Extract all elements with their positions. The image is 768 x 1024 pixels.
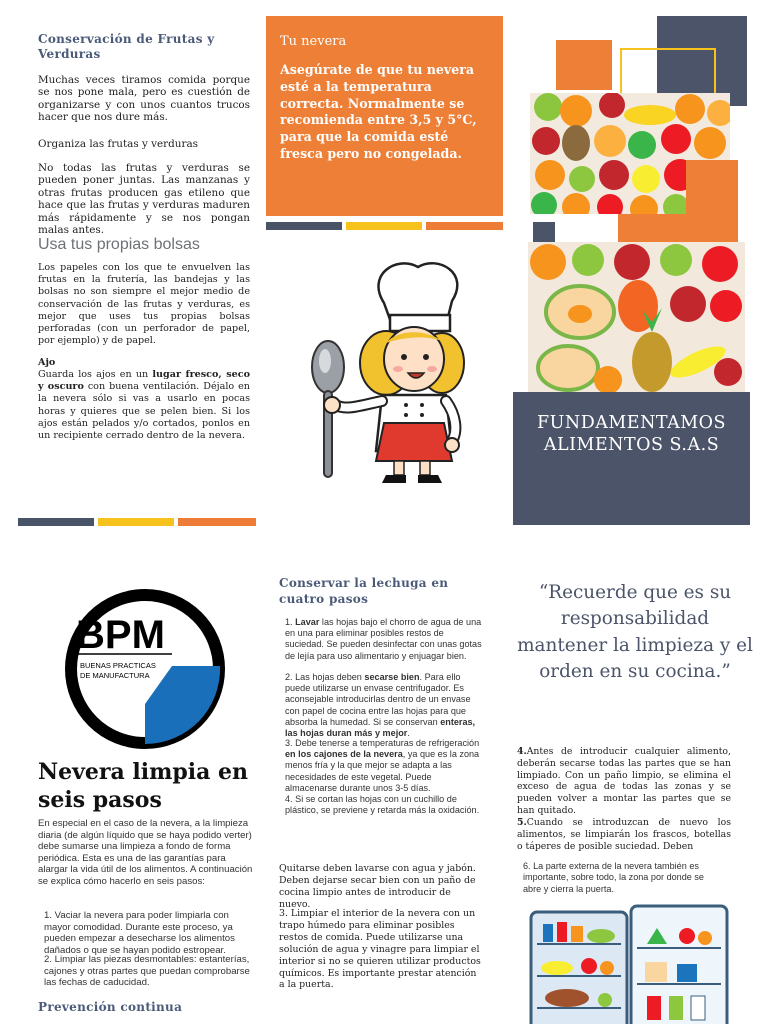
- orange-decor-rect: [618, 214, 738, 242]
- yellow-divider-bar: [98, 518, 174, 526]
- orange-divider-bar: [426, 222, 503, 230]
- lettuce-step-1: 1. Lavar las hojas bajo el chorro de agua de una en una para eliminar posibles restos de suciedad. Se pueden desinfectar con unas gotas de lejía para uso alimentario y enjuagar bien.: [285, 617, 482, 661]
- yellow-divider-bar: [346, 222, 422, 230]
- fridge-step-4: 4.Antes de introducir cualquier alimento, deberán secarse todas las partes que se han limpiado. Con un paño limpio, se elimina el exceso de agua de todas las zonas y se pueden volver a montar las partes que se han quitado.: [517, 746, 731, 816]
- chef-illustration: [306, 255, 476, 485]
- bpm-logo-letters: BPM: [76, 613, 165, 657]
- bpm-logo: [60, 584, 230, 754]
- yellow-decor-frame: [620, 48, 716, 96]
- intro-paragraph: Muchas veces tiramos comida porque se nos pone mala, pero es cuestión de organizarse y con unos cuantos trucos hacer que nos dure más.: [38, 74, 250, 124]
- fridge-clean-intro: En especial en el caso de la nevera, a la limpieza diaria (de algún líquido que se haya podido verter) debe sumarse una limpieza a fondo de forma periódica. Esta es una de las garantías para alargar la vida útil de los alimentos. A continuación se explica cómo hacerlo en seis pasos:: [38, 818, 253, 887]
- bags-heading: Usa tus propias bolsas: [38, 236, 200, 253]
- fridge-clean-title: Nevera limpia en seis pasos: [38, 759, 249, 813]
- fruits-section-title: Conservación de Frutas y Verduras: [38, 32, 215, 61]
- lettuce-step-3: 3. Debe tenerse a temperaturas de refrigeración en los cajones de la nevera, ya que es la zona menos fría y la que mejor se adapta a las necesidades de este vegetal. Puede almacenarse durante unos 3-5 días.: [285, 738, 480, 793]
- bags-paragraph: Los papeles con los que te envuelven las frutas en la frutería, las bandejas y las bolsas no son siempre el mejor medio de conservación de las frutas y verduras, es mejor que uses tus propias bolsas perforadas (con un perforador de papel, por ejemplo) y de papel.: [38, 262, 250, 347]
- company-name: FUNDAMENTAMOS ALIMENTOS S.A.S: [537, 413, 726, 455]
- fridge-tip-title: Tu nevera: [280, 34, 347, 49]
- lettuce-step-4: 4. Si se cortan las hojas con un cuchillo de plástico, se previene y retarda más la oxidación.: [285, 794, 480, 816]
- open-fridge-illustration: [527, 904, 733, 1024]
- orange-decor-rect: [686, 160, 738, 214]
- bpm-logo-line1: BUENAS PRACTICAS: [80, 661, 156, 670]
- fridge-step-2: 2. Limpiar las piezas desmontables: estanterías, cajones y otras partes que puedan comprobarse las fechas de caducidad.: [44, 954, 250, 989]
- lettuce-title: Conservar la lechuga en cuatro pasos: [279, 576, 449, 606]
- bpm-logo-line2: DE MANUFACTURA: [80, 671, 150, 680]
- navy-divider-bar: [18, 518, 94, 526]
- fridge-tip-text: Asegúrate de que tu nevera esté a la temperatura correcta. Normalmente se recomienda entre 3,5 y 5°C, para que la comida esté fresca pero no congelada.: [280, 62, 477, 161]
- fruit-photo-bottom: [528, 242, 745, 398]
- fridge-step-5: 5.Cuando se introduzcan de nuevo los alimentos, se limpiarán los frascos, botellas o táperes de posible suciedad. Deben: [517, 817, 731, 852]
- responsibility-quote: “Recuerde que es su responsabilidad mantener la limpieza y el orden en su cocina.”: [517, 582, 753, 683]
- garlic-paragraph: Guarda los ajos en un lugar fresco, seco y oscuro con buena ventilación. Déjalo en la nevera sólo si vas a usarlo en pocas horas y quieres que se pelen bien. Si los ajos están pelados y/o cortados, ponlos en un recipiente cerrado dentro de la nevera.: [38, 369, 251, 442]
- navy-decor-square: [533, 222, 555, 244]
- orange-decor-square: [556, 40, 612, 90]
- fridge-step-6: 6. La parte externa de la nevera también es importante, sobre todo, la zona por donde se abre y cierra la puerta.: [523, 861, 704, 894]
- prevention-title: Prevención continua: [38, 1000, 183, 1014]
- fridge-step-1: 1. Vaciar la nevera para poder limpiarla con mayor comodidad. Durante este proceso, ya pueden empezar a desecharse los alimentos dañados o que se hayan podido estropear.: [44, 910, 235, 956]
- fridge-wash-paragraph: Quitarse deben lavarse con agua y jabón. Deben dejarse secar bien con un paño de cocina limpio antes de introducir de nuevo.: [279, 863, 476, 910]
- organize-paragraph: No todas las frutas y verduras se pueden poner juntas. Las manzanas y otras frutas producen gas etileno que hace que las frutas y verduras maduren más rápidamente y se nos pongan malas antes.: [38, 162, 250, 237]
- orange-divider-bar: [178, 518, 256, 526]
- organize-subtitle: Organiza las frutas y verduras: [38, 138, 198, 150]
- lettuce-step-2: 2. Las hojas deben secarse bien. Para ello puede utilizarse un envase centrifugador. Es aconsejable introducirlas dentro de un envase con papel de cocina entre las hojas para que absorba la humedad. Si se conservan enteras, las hojas duran más y mejor.: [285, 672, 476, 739]
- navy-divider-bar: [266, 222, 342, 230]
- garlic-title: Ajo: [38, 357, 56, 368]
- fridge-step-3: 3. Limpiar el interior de la nevera con un trapo húmedo para eliminar posibles restos de comida. Puede utilizarse una solución de agua y vinagre para limpiar el interior si no se quieren utilizar productos químicos. Es importante prestar atención a la puerta.: [279, 908, 481, 991]
